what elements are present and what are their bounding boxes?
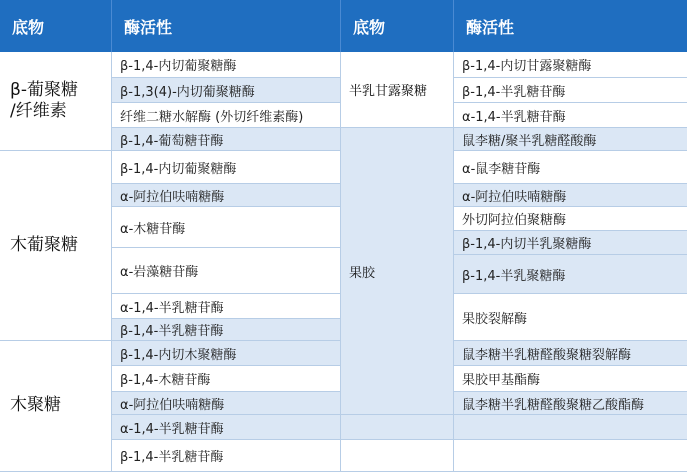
empty-cell: [341, 415, 454, 440]
enzyme-cell: β-1,4-内切葡聚糖酶: [112, 52, 341, 78]
substrate-xylan: 木聚糖: [0, 341, 112, 472]
enzyme-cell: β-1,4-半乳糖苷酶: [112, 440, 341, 472]
empty-cell: [454, 440, 687, 472]
enzyme-cell: β-1,4-葡萄糖苷酶: [112, 128, 341, 151]
enzyme-cell: 鼠李糖半乳糖醛酸聚糖裂解酶: [454, 341, 687, 366]
enzyme-cell: α-阿拉伯呋喃糖酶: [112, 184, 341, 207]
enzyme-cell: β-1,4-半乳糖苷酶: [112, 319, 341, 341]
enzyme-cell: α-阿拉伯呋喃糖酶: [454, 184, 687, 207]
enzyme-cell: α-木糖苷酶: [112, 207, 341, 248]
enzyme-cell: 外切阿拉伯聚糖酶: [454, 207, 687, 231]
enzyme-cell: β-1,3(4)-内切葡聚糖酶: [112, 78, 341, 103]
enzyme-cell: 鼠李糖半乳糖醛酸聚糖乙酸酯酶: [454, 392, 687, 415]
substrate-pectin: 果胶: [341, 128, 454, 415]
empty-cell: [454, 415, 687, 440]
enzyme-cell: α-阿拉伯呋喃糖酶: [112, 392, 341, 415]
enzyme-cell: 鼠李糖/聚半乳糖醛酸酶: [454, 128, 687, 151]
enzyme-cell: β-1,4-内切半乳聚糖酶: [454, 231, 687, 255]
header-substrate-left: 底物: [0, 0, 112, 52]
enzyme-cell: β-1,4-半乳糖苷酶: [454, 78, 687, 103]
enzyme-cell: α-1,4-半乳糖苷酶: [454, 103, 687, 128]
enzyme-cell: α-鼠李糖苷酶: [454, 151, 687, 184]
enzyme-cell: 果胶甲基酯酶: [454, 366, 687, 392]
header-substrate-right: 底物: [341, 0, 454, 52]
substrate-beta-glucan: β-葡聚糖 /纤维素: [0, 52, 112, 151]
substrate-xyloglucan: 木葡聚糖: [0, 151, 112, 341]
enzyme-cell: α-1,4-半乳糖苷酶: [112, 294, 341, 319]
enzyme-cell: 纤维二糖水解酶 (外切纤维素酶): [112, 103, 341, 128]
header-enzyme-right: 酶活性: [454, 0, 687, 52]
empty-cell: [341, 440, 454, 472]
enzyme-cell: β-1,4-内切葡聚糖酶: [112, 151, 341, 184]
enzyme-cell: β-1,4-内切甘露聚糖酶: [454, 52, 687, 78]
substrate-galactomannan: 半乳甘露聚糖: [341, 52, 454, 128]
enzyme-cell: β-1,4-木糖苷酶: [112, 366, 341, 392]
header-enzyme-left: 酶活性: [112, 0, 341, 52]
enzyme-cell: β-1,4-内切木聚糖酶: [112, 341, 341, 366]
enzyme-cell: 果胶裂解酶: [454, 294, 687, 341]
enzyme-cell: α-1,4-半乳糖苷酶: [112, 415, 341, 440]
enzyme-cell: β-1,4-半乳聚糖酶: [454, 255, 687, 294]
enzyme-cell: α-岩藻糖苷酶: [112, 248, 341, 294]
